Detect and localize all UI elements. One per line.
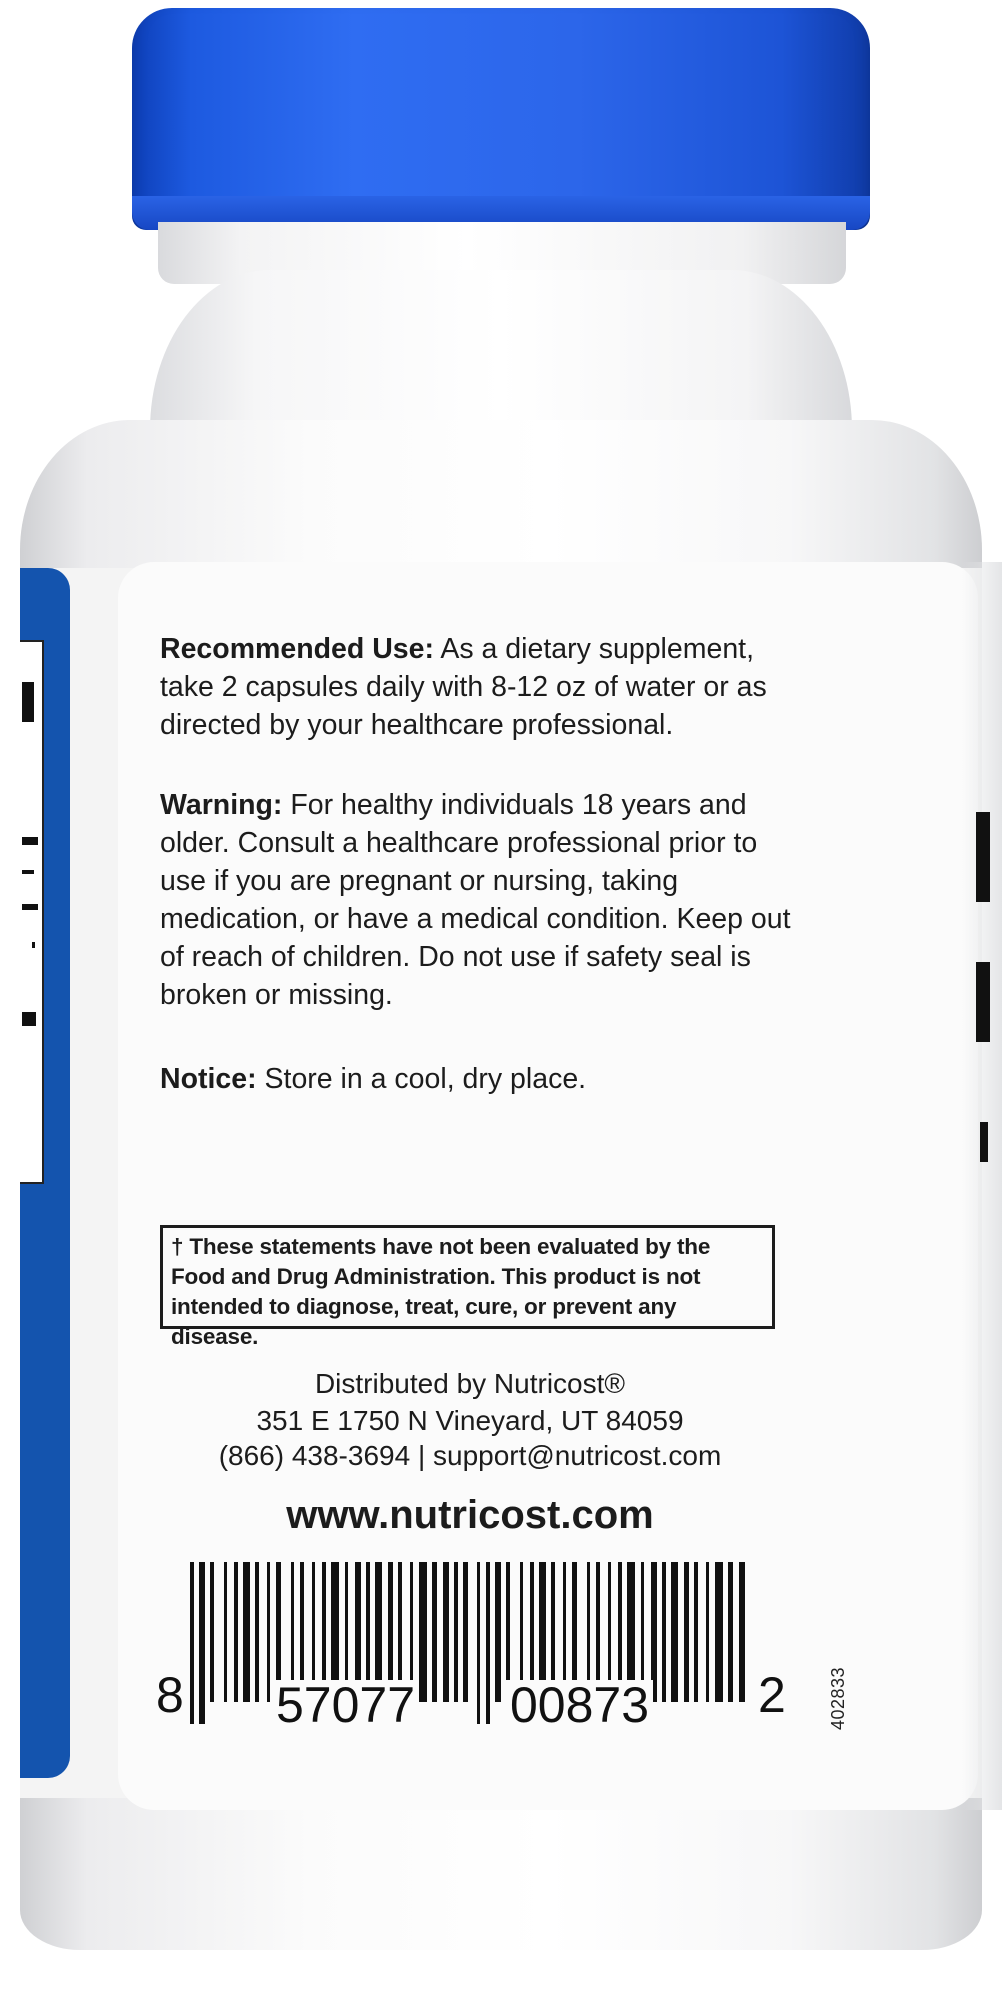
warning-body: For healthy individuals 18 years and older. Consult a healthcare professional prior to use if you are pregnant or nursing, taking medication, or have a medical condition. Keep out of reach of children. Do not use if safety seal is broken or missing. [160, 789, 791, 1011]
barcode-bar [267, 1562, 270, 1702]
barcode-bar [243, 1562, 250, 1702]
barcode-bar [224, 1562, 227, 1702]
barcode-bar [432, 1562, 437, 1702]
barcode-bar [706, 1562, 709, 1702]
barcode-bar [419, 1562, 427, 1702]
barcode-bar [486, 1562, 490, 1724]
barcode-bar [684, 1562, 689, 1702]
distributor-address: 351 E 1750 N Vineyard, UT 84059 [256, 1405, 684, 1436]
notice-text [160, 1060, 800, 1098]
barcode-bar [463, 1562, 468, 1702]
barcode-bar [715, 1562, 723, 1702]
barcode-bar [495, 1562, 501, 1702]
notice-body: Store in a cool, dry place. [256, 1063, 587, 1095]
barcode-bar [234, 1562, 238, 1702]
distributor-contact: (866) 438-3694 | support@nutricost.com [218, 1440, 722, 1471]
barcode-bar [255, 1562, 259, 1702]
website-url: www.nutricost.com [286, 1493, 654, 1537]
distributor-line: Distributed by Nutricost® [314, 1368, 626, 1399]
barcode-bar [739, 1562, 745, 1702]
barcode-bar [671, 1562, 678, 1702]
barcode-bar [694, 1562, 698, 1702]
fda-disclaimer-box: † These statements have not been evaluated by the Food and Drug Administration. This product is not intended to diagnose, treat, cure, or prevent any disease. [160, 1225, 775, 1329]
barcode-first-digit: 8 [156, 1667, 184, 1723]
barcode-bar [210, 1562, 214, 1702]
barcode-left-group: 57077 [272, 1680, 419, 1730]
barcode-bar [454, 1562, 458, 1702]
barcode-right-group: 00873 [506, 1680, 653, 1730]
barcode-bar [190, 1562, 194, 1724]
barcode-bar [443, 1562, 449, 1702]
recommended-use-body: As a dietary supplement, take 2 capsules daily with 8-12 oz of water or as directed by your healthcare professional. [160, 633, 767, 741]
bottle-right-edge [962, 562, 1002, 1810]
warning-text [160, 786, 800, 1014]
barcode-bar [477, 1562, 480, 1724]
recommended-use-text [160, 630, 800, 744]
recommended-use-heading: Recommended Use: [160, 633, 434, 665]
warning-heading: Warning: [160, 789, 283, 821]
barcode-bar [662, 1562, 666, 1702]
supplement-facts-panel-edge [20, 640, 44, 1184]
barcode-check-digit: 2 [758, 1667, 786, 1723]
barcode-bar [728, 1562, 733, 1702]
barcode-bar [199, 1562, 205, 1724]
lot-code: 402833 [828, 1666, 848, 1730]
notice-heading: Notice: [160, 1063, 257, 1095]
